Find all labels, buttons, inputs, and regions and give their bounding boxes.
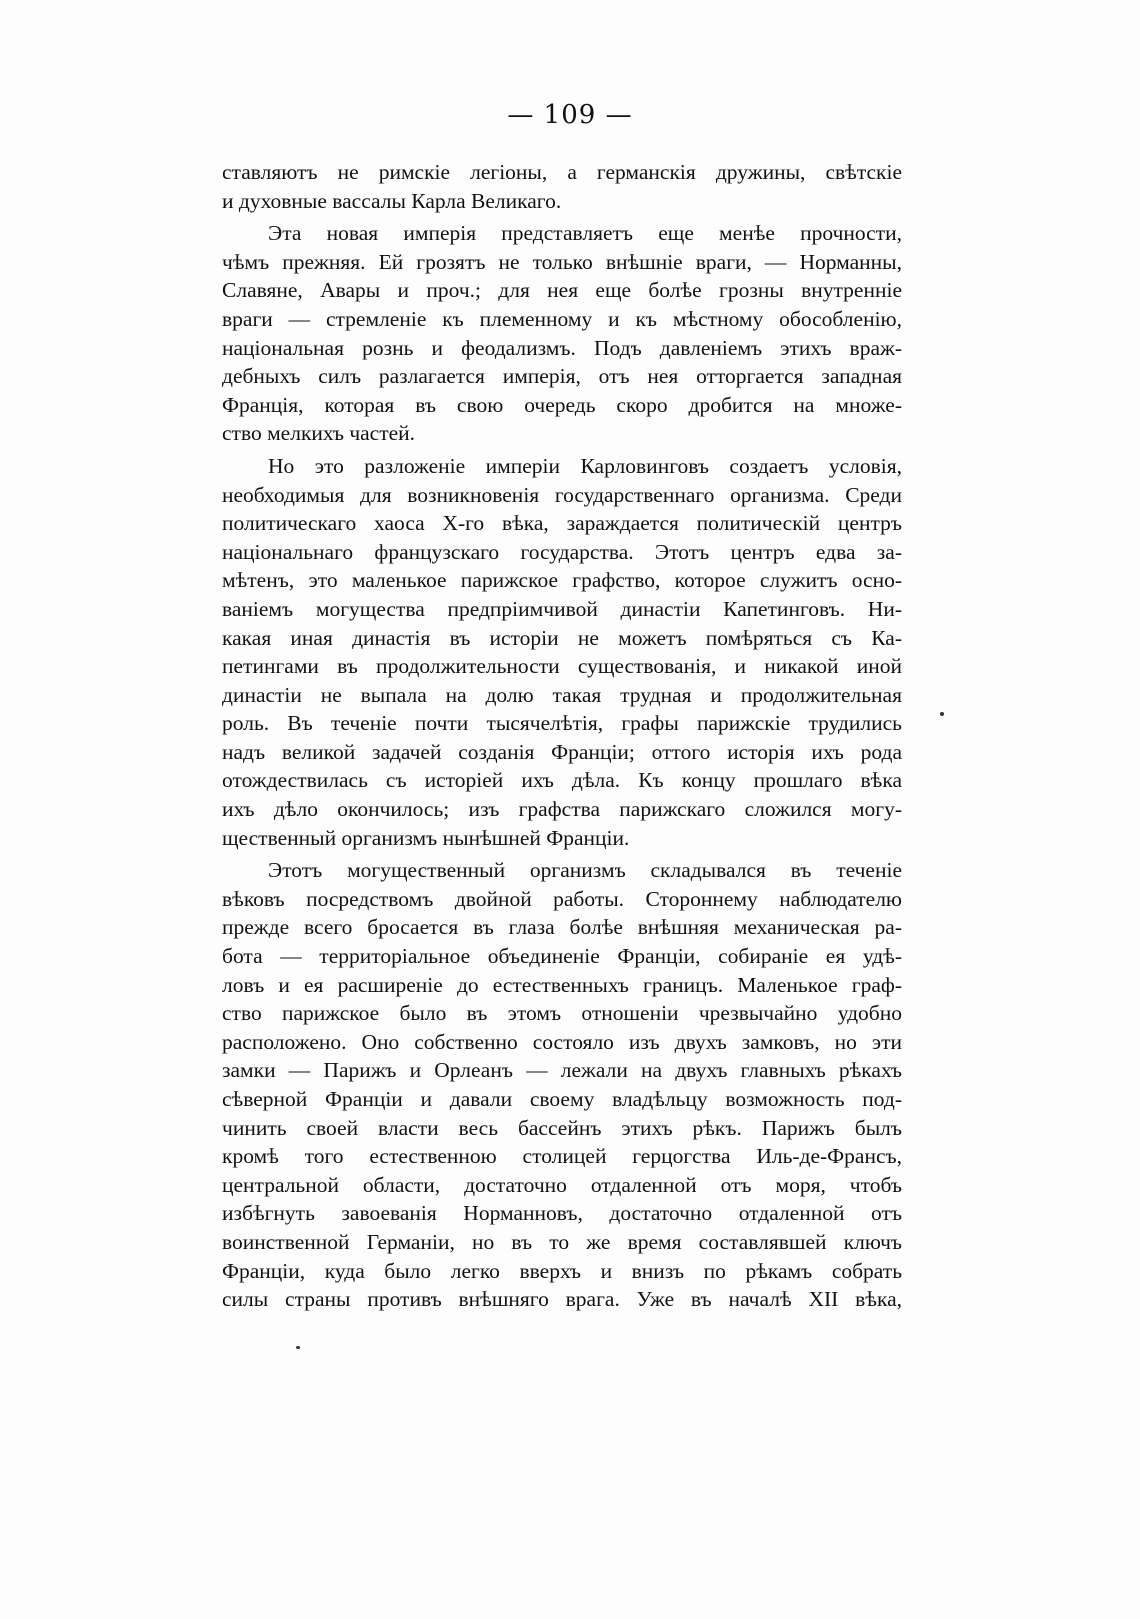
text-line: бота — территоріальное объединеніе Франціи, собираніе ея удѣ-	[222, 944, 902, 969]
text-line: національная рознь и феодализмъ. Подъ давленіемъ этихъ враж-	[222, 335, 902, 360]
text-line: петингами въ продолжительности существованія, и никакой иной	[222, 654, 902, 679]
text-line: національнаго французскаго государства. Этотъ центръ едва за-	[222, 539, 902, 564]
text-line: ваніемъ могущества предпріимчивой династіи Капетинговъ. Ни-	[222, 596, 902, 621]
text-line: Франціи, куда было легко вверхъ и внизъ по рѣкамъ собрать	[222, 1258, 902, 1283]
text-line: Этотъ могущественный организмъ складывался въ теченіе	[268, 858, 902, 883]
text-line: роль. Въ теченіе почти тысячелѣтія, графы парижскіе трудились	[222, 711, 902, 736]
text-line: династіи не выпала на долю такая трудная и продолжительная	[222, 682, 902, 707]
text-line: чинить своей власти весь бассейнъ этихъ рѣкъ. Парижъ былъ	[222, 1115, 902, 1140]
text-line: прежде всего бросается въ глаза болѣе внѣшняя механическая ра-	[222, 915, 902, 940]
text-line: кромѣ того естественною столицей герцогства Иль-де-Франсъ,	[222, 1144, 902, 1169]
text-line: какая иная династія въ исторіи не можетъ помѣряться съ Ка-	[222, 625, 902, 650]
text-line: мѣтенъ, это маленькое парижское графство, которое служитъ осно-	[222, 568, 902, 593]
text-line: политическаго хаоса X-го вѣка, зараждается политическій центръ	[222, 511, 902, 536]
text-line: дебныхъ силъ разлагается имперія, отъ нея отторгается западная	[222, 364, 902, 389]
text-line: ихъ дѣло окончилось; изъ графства парижскаго сложился могу-	[222, 797, 902, 822]
text-line: Франція, которая въ свою очередь скоро дробится на множе-	[222, 392, 902, 417]
paragraph	[222, 452, 902, 852]
scan-speck	[940, 712, 944, 716]
body-text	[222, 158, 902, 1314]
paragraph	[222, 158, 902, 215]
text-line: необходимыя для возникновенія государственнаго организма. Среди	[222, 482, 902, 507]
text-line: чѣмъ прежняя. Ей грозятъ не только внѣшніе враги, — Норманны,	[222, 249, 902, 274]
paragraph	[222, 219, 902, 448]
text-line: ство мелкихъ частей.	[222, 421, 416, 446]
scan-speck	[296, 1346, 300, 1349]
text-line: надъ великой задачей созданія Франціи; оттого исторія ихъ рода	[222, 739, 902, 764]
text-line: враги — стремленіе къ племенному и къ мѣстному обособленію,	[222, 306, 902, 331]
text-line: Но это разложеніе имперіи Карловинговъ создаетъ условія,	[268, 453, 902, 478]
text-line: Эта новая имперія представляетъ еще менѣе прочности,	[268, 221, 902, 246]
text-line: расположено. Оно собственно состояло изъ двухъ замковъ, но эти	[222, 1029, 902, 1054]
text-line: и духовные вассалы Карла Великаго.	[222, 188, 562, 213]
text-line: ставляютъ не римскіе легіоны, а германскія дружины, свѣтскіе	[222, 160, 902, 184]
text-line: сѣверной Франціи и давали своему владѣльцу возможность под-	[222, 1087, 902, 1111]
paragraph	[222, 856, 902, 1314]
text-line: силы страны противъ внѣшняго врага. Уже въ началѣ XII вѣка,	[222, 1287, 902, 1312]
text-line: воинственной Германіи, но въ то же время составлявшей ключъ	[222, 1229, 902, 1254]
text-line: избѣгнуть завоеванія Норманновъ, достаточно отдаленной отъ	[222, 1201, 902, 1226]
text-line: ство парижское было въ этомъ отношеніи чрезвычайно удобно	[222, 1001, 902, 1026]
text-line: центральной области, достаточно отдаленной отъ моря, чтобъ	[222, 1172, 902, 1197]
text-line: ловъ и ея расширеніе до естественныхъ границъ. Маленькое граф-	[222, 972, 902, 997]
text-line: замки — Парижъ и Орлеанъ — лежали на двухъ главныхъ рѣкахъ	[222, 1058, 902, 1083]
text-line: вѣковъ посредствомъ двойной работы. Стороннему наблюдателю	[222, 886, 902, 911]
page-number: — 109 —	[507, 100, 633, 130]
text-line: Славяне, Авары и проч.; для нея еще болѣе грозны внутренніе	[222, 278, 902, 303]
text-line: отождествилась съ исторіей ихъ дѣла. Къ концу прошлаго вѣка	[222, 768, 902, 793]
text-line: щественный организмъ нынѣшней Франціи.	[222, 825, 630, 850]
